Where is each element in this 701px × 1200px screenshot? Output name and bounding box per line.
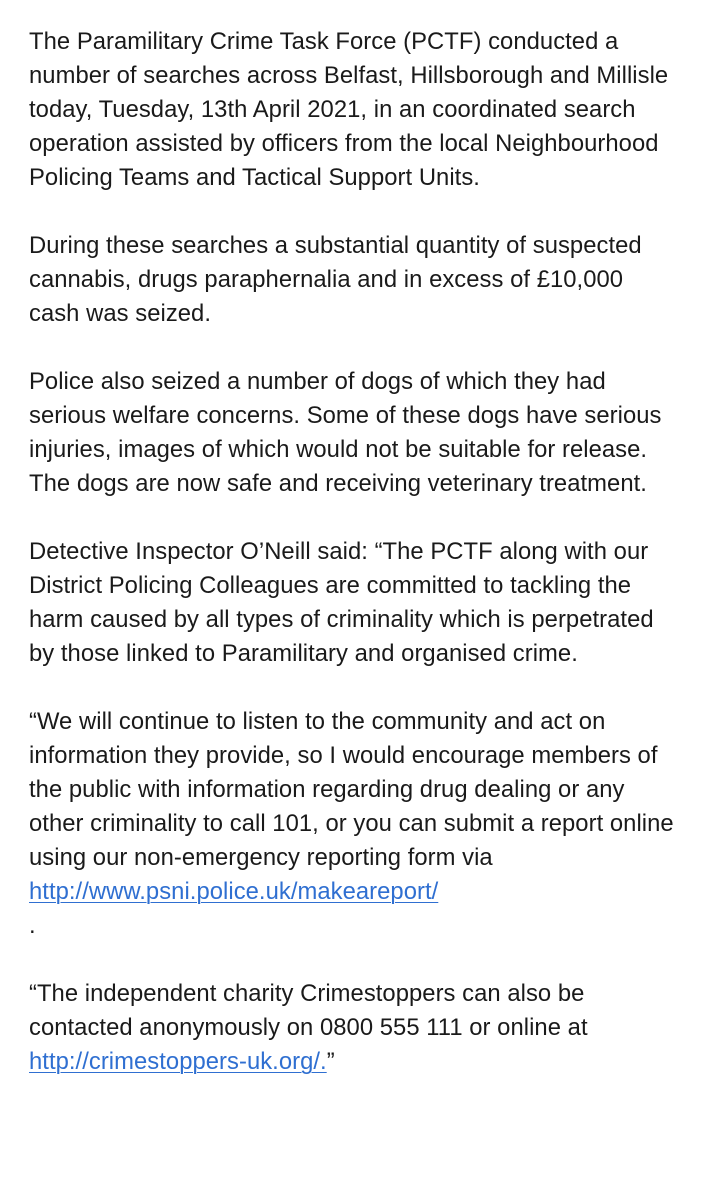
paragraph-community xyxy=(29,705,677,943)
community-trailing: . xyxy=(29,912,36,939)
crimestoppers-text: “The independent charity Crimestoppers can also be contacted anonymously on 0800 555 111 or online at xyxy=(29,980,588,1041)
paragraph-inspector-quote: Detective Inspector O’Neill said: “The PCTF along with our District Policing Colleagues are committed to tackling the harm caused by all types of criminality which is perpetrated by those linked to Paramilitary and organised crime. xyxy=(29,538,654,667)
paragraph-dogs: Police also seized a number of dogs of which they had serious welfare concerns. Some of these dogs have serious injuries, images of which would not be suitable for release. The dogs are now safe and receiving veterinary treatment. xyxy=(29,368,662,497)
crimestoppers-trailing: ” xyxy=(326,1048,335,1075)
psni-report-link[interactable]: http://www.psni.police.uk/makeareport/ xyxy=(29,878,439,905)
crimestoppers-link[interactable]: http://crimestoppers-uk.org/. xyxy=(29,1048,327,1075)
paragraph-seizure: During these searches a substantial quantity of suspected cannabis, drugs paraphernalia and in excess of £10,000 cash was seized. xyxy=(29,232,642,327)
community-text: “We will continue to listen to the community and act on information they provide, so I would encourage members of the public with information regarding drug dealing or any other criminality to call 101, or you can submit a report online using our non-emergency reporting form via xyxy=(29,708,674,871)
paragraph-searches: The Paramilitary Crime Task Force (PCTF) conducted a number of searches across Belfast, Hillsborough and Millisle today, Tuesday, 13th April 2021, in an coordinated search operation assisted by officers from the local Neighbourhood Policing Teams and Tactical Support Units. xyxy=(29,28,669,191)
paragraph-crimestoppers xyxy=(29,977,677,1079)
